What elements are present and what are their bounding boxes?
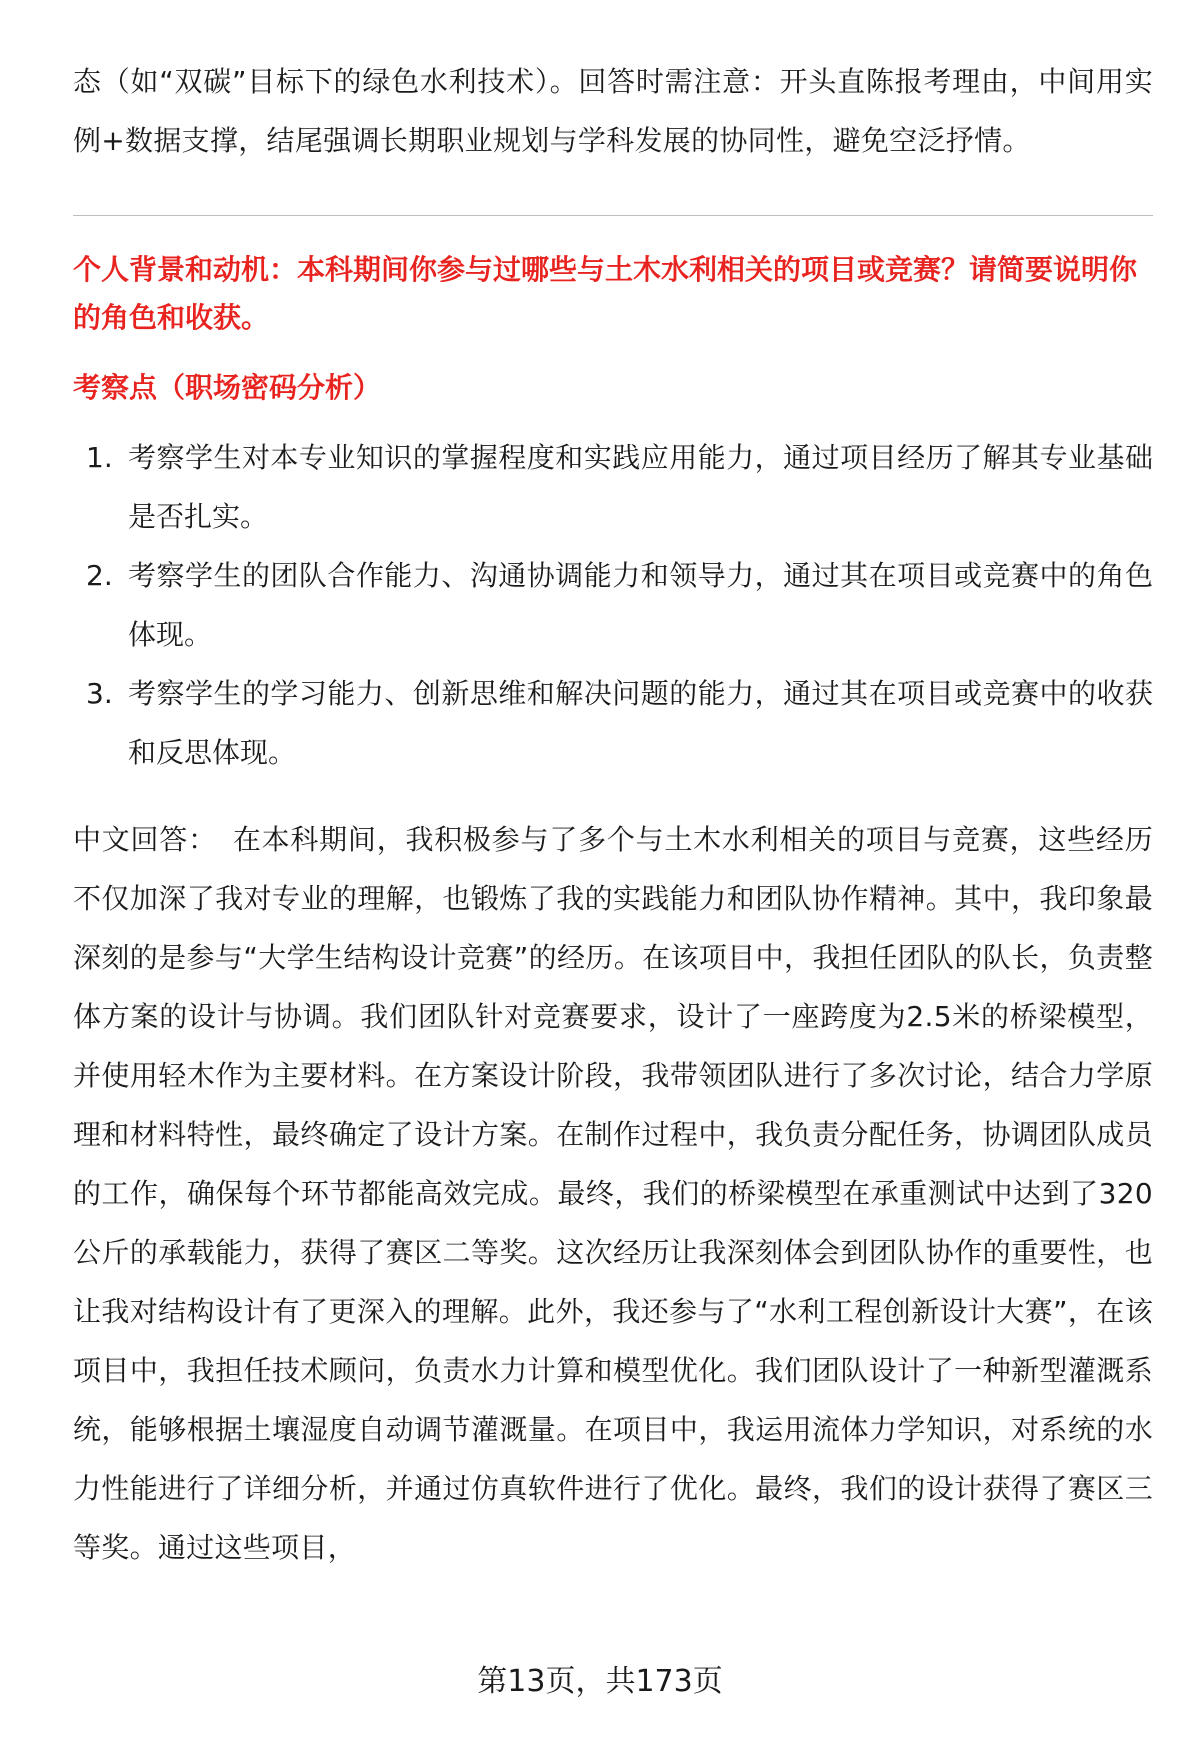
answer-paragraph xyxy=(73,810,1153,1577)
section-title: 考察点（职场密码分析） xyxy=(73,371,382,404)
interview-question: 个人背景和动机：本科期间你参与过哪些与土木水利相关的项目或竞赛？请简要说明你的角色和收获。 xyxy=(73,253,1138,334)
answer-text: 在本科期间，我积极参与了多个与土木水利相关的项目与竞赛，这些经历不仅加深了我对专业的理解，也锻炼了我的实践能力和团队协作精神。其中，我印象最深刻的是参与“大学生结构设计竞赛”的经历。在该项目中，我担任团队的队长，负责整体方案的设计与协调。我们团队针对竞赛要求，设计了一座跨度为2.5米的桥梁模型，并使用轻木作为主要材料。在方案设计阶段，我带领团队进行了多次讨论，结合力学原理和材料特性，最终确定了设计方案。在制作过程中，我负责分配任务，协调团队成员的工作，确保每个环节都能高效完成。最终，我们的桥梁模型在承重测试中达到了320公斤的承载能力，获得了赛区二等奖。这次经历让我深刻体会到团队协作的重要性，也让我对结构设计有了更深入的理解。此外，我还参与了“水利工程创新设计大赛”，在该项目中，我担任技术顾问，负责水力计算和模型优化。我们团队设计了一种新型灌溉系统，能够根据土壤湿度自动调节灌溉量。在项目中，我运用流体力学知识，对系统的水力性能进行了详细分析，并通过仿真软件进行了优化。最终，我们的设计获得了赛区三等奖。通过这些项目， xyxy=(73,823,1153,1564)
list-item-text: 考察学生对本专业知识的掌握程度和实践应用能力，通过项目经历了解其专业基础是否扎实。 xyxy=(128,441,1153,533)
intro-paragraph: 态（如“双碳”目标下的绿色水利技术）。回答时需注意：开头直陈报考理由，中间用实例+数据支撑，结尾强调长期职业规划与学科发展的协同性，避免空泛抒情。 xyxy=(73,65,1153,157)
page-number: 第13页，共173页 xyxy=(477,1664,723,1699)
list-item-number: 1. xyxy=(86,441,113,474)
list-item-number: 3. xyxy=(86,677,113,710)
answer-label: 中文回答： xyxy=(73,823,217,856)
list-item xyxy=(73,428,1153,546)
list-item-number: 2. xyxy=(86,559,113,592)
list-item xyxy=(73,546,1153,664)
list-item xyxy=(73,664,1153,782)
assessment-points-list xyxy=(73,428,1153,782)
document-page xyxy=(73,52,1153,1577)
section-divider xyxy=(73,215,1153,216)
list-item-text: 考察学生的学习能力、创新思维和解决问题的能力，通过其在项目或竞赛中的收获和反思体现。 xyxy=(128,677,1153,769)
list-item-text: 考察学生的团队合作能力、沟通协调能力和领导力，通过其在项目或竞赛中的角色体现。 xyxy=(128,559,1153,651)
